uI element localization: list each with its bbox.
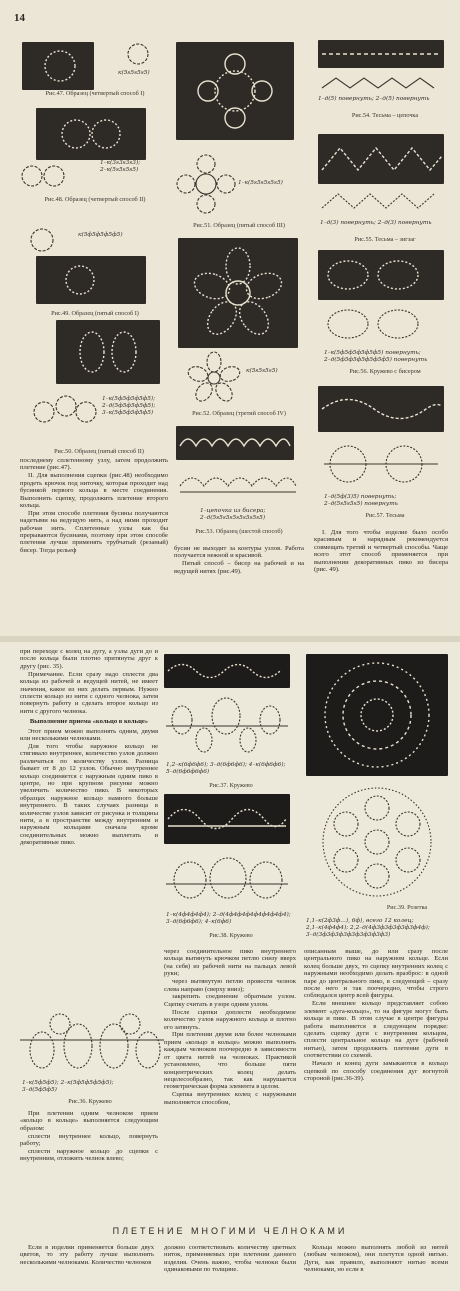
photo-fig54 <box>318 40 444 68</box>
page-11 <box>0 642 460 1291</box>
paragraph: Для того чтобы наружное кольцо не стягивало внутреннее, количество узлов должно различаться по количеству узлов. Разница бывает от 8 до 12 узлов. Обычно внутреннее кольцо соединяется с наружным одним пико в центре, но при крупном рисунке можно увеличить количество пико. В некоторых образцах наружное кольцо намного больше внутреннего. В таких случаях разница в количестве узлов зависит от рисунка и толщины нити, а в пространстве между внутренним и наружным кольцами сначала кроме соединительных можно выплетать и декоративные пико. <box>20 742 158 847</box>
lace-photo-fig54 <box>318 40 444 68</box>
text-column-left <box>20 457 168 555</box>
formula-fig38: 1–к(4ф4ф4ф4); 2–д(4ф4ф4ф4ф4ф4ф4ф4); 3–д(6ф6ф6); 4–к(6ф6) <box>166 912 291 926</box>
photo-fig39 <box>306 654 448 776</box>
caption-fig52: Рис.52. Образец (третий способ IV) <box>192 410 286 417</box>
photo-fig49 <box>36 256 146 304</box>
lace-photo-fig56 <box>318 250 444 300</box>
caption-fig36: Рис.36. Кружево <box>68 1098 112 1105</box>
lace-photo-fig57 <box>318 386 444 432</box>
formula-fig47: к(5s5s5s5) <box>118 70 150 76</box>
page-14 <box>0 0 460 636</box>
diagram-fig38 <box>164 848 290 908</box>
diagram-fig57 <box>318 434 444 488</box>
formula-fig55: 1–д(3) повернуть; 2–д(3) повернуть <box>320 220 432 226</box>
caption-fig56: Рис.56. Кружево с бисером <box>349 368 421 375</box>
formula-fig52: к(5s5s5s5) <box>246 368 278 374</box>
paragraph: Сцепка внутренних колец с наружными выполняется способом, <box>164 1091 296 1106</box>
paragraph: Если в изделии применяется больше двух цветов, то эту работу лучше выполнять несколькими челноками. Количество челноков <box>20 1244 154 1266</box>
paragraph: При плетении двумя или более челноками прием «кольцо в кольце» можно выполнять каждым челноком поочередно в зависимости от цвета нитей на челноках. Практикой установлено, что больше пяти концентрических колец делать нецелесообразно, так как нарушается геометрическая форма элемента в целом. <box>164 1031 296 1091</box>
lace-photo-fig53 <box>176 426 294 460</box>
paragraph: После сцепки доплести необходимое количество узлов наружного кольца и плотно его затянуть. <box>164 1008 296 1031</box>
paragraph: сплести внутреннее кольцо, повернуть работу; <box>20 1132 158 1148</box>
caption-fig54: Рис.54. Тесьма – цепочка <box>351 112 419 119</box>
paragraph: последнему сплетенному узлу, затем продолжить плетение (рис.47). <box>20 457 168 472</box>
paragraph: I. Для того чтобы изделие было особо красивым и нарядным рекомендуется совмещать третий и четвертый способы. Чаще всего этот способ применяется при выполнении декоративных пико из бисера (рис. 49). <box>314 529 448 574</box>
photo-fig48 <box>36 108 146 160</box>
diagram-fig56 <box>318 302 444 346</box>
lace-photo-fig47 <box>22 42 94 90</box>
paragraph: бусин не выходит за контуры узлов. Работа получается нежной и красивой. <box>174 545 304 560</box>
paragraph: сплести наружное кольцо до сцепки с внутренним, отложить челнок влево; <box>20 1148 158 1163</box>
text-bottom-3 <box>304 1244 448 1274</box>
photo-fig52 <box>178 238 298 348</box>
formula-fig36: 1–к(5ф5ф5); 2–к(5ф5ф5ф5ф5); 3–д(5ф5ф5) <box>22 1080 114 1094</box>
paragraph: Пятый способ – бисер на рабочей и на ведущей нитях (рис.49). <box>174 560 304 575</box>
diagram-fig49 <box>24 222 64 258</box>
photo-fig53 <box>176 426 294 460</box>
caption-fig47: Рис.47. Образец (четвертый способ I) <box>45 90 145 97</box>
paragraph: закрепить соединение обратным узлом. Сцепку считать в узоре одним узлом. <box>164 993 296 1008</box>
caption-fig57: Рис.57. Тесьма <box>365 512 405 519</box>
section-heading-many-shuttles: ПЛЕТЕНИЕ МНОГИМИ ЧЕЛНОКАМИ <box>112 1226 348 1236</box>
paragraph: При этом способе плетения бусины получаются надетыми на ведущую нить, а над ними проходит рабочая нить. Сплетенные узлы как бы прерываются бусинами, поэтому при этом способе плетения лучше применять трубчатый (резаный) бисер. Тогда рельеф <box>20 509 168 554</box>
caption-fig49: Рис.49. Образец (пятый способ I) <box>51 310 139 317</box>
text-bottom-1 <box>20 1244 154 1267</box>
lace-photo-fig55 <box>318 134 444 184</box>
diagram-fig39 <box>306 782 448 902</box>
photo-fig47 <box>22 42 94 90</box>
formula-fig54: 1–д(5) повернуть; 2–д(5) повернуть <box>318 96 430 102</box>
caption-fig48: Рис.48. Образец (четвертый способ II) <box>44 196 146 203</box>
caption-fig37: Рис.37. Кружево <box>209 782 253 789</box>
formula-fig48: 1–к(3s3s3s3); 2–к(5s5s5s5) <box>100 160 141 174</box>
paragraph: при переходе с колец на дугу, а узлы дуги до и после кольца были плотно притянуты друг к другу (рис. 35). <box>20 648 158 670</box>
paragraph: Кольца можно выполнять любой из нитей (любым челноком), они плетутся одной нитью. Дуги, как правило, выполняют нитью всеми челноками, но если в <box>304 1244 448 1274</box>
formula-fig50: 1–к(5ф5ф5ф5ф5); 2–д(5ф5ф5ф5ф5); 3–к(5ф5ф5ф5ф5) <box>102 396 156 417</box>
photo-fig56 <box>318 250 444 300</box>
paragraph: Если внешнее кольцо представляет собою элемент «дуга-кольцо», то на фигуре могут быть кольца и пико. В этом случае в центре фигуры работа выполняется в следующем порядке: сделать сцепку дуги с внутренним кольцом, сплести центральное кольцо на дуге (рабочей нитью), затем продолжить плетение дуги в соответствии со схемой. <box>304 1000 448 1060</box>
lace-photo-fig48 <box>36 108 146 160</box>
lace-photo-fig38 <box>164 794 290 844</box>
diagram-fig55 <box>318 188 444 214</box>
caption-fig51: Рис.51. Образец (пятый способ III) <box>193 222 285 229</box>
text-column-right <box>314 529 448 574</box>
photo-fig37 <box>164 654 290 688</box>
diagram-fig37 <box>164 696 290 756</box>
diagram-fig54 <box>318 72 444 94</box>
diagram-fig51 <box>176 152 236 216</box>
lace-photo-fig37 <box>164 654 290 688</box>
text-column-1-top <box>20 648 158 847</box>
lace-photo-fig39 <box>306 654 448 776</box>
diagram-fig50 <box>30 392 100 432</box>
caption-fig39: Рис.39. Розетка <box>386 904 428 911</box>
paragraph: должно соответствовать количеству цветных ниток, применяемых при плетении данного изделия. Очень важно, чтобы челноки были одинаковыми по толщине. <box>164 1244 296 1274</box>
paragraph: II. Для выполнения сцепки (рис.48) необходимо продеть крючок под ниточку, которая проходит над бусинкой первого кольца в месте соединения. Выполнить сцепку, продолжить плетение второго кольца. <box>20 472 168 509</box>
formula-fig56: 1–к(5ф5ф5ф5ф5ф5) повернуть; 2–д(5ф5ф5ф5ф5ф5ф5) повернуть <box>324 350 428 364</box>
diagram-fig47 <box>124 40 154 70</box>
caption-fig38: Рис.38. Кружево <box>209 932 253 939</box>
photo-fig57 <box>318 386 444 432</box>
lace-photo-fig50 <box>56 320 160 384</box>
formula-fig49: к(5ф5ф5ф5ф5) <box>78 232 123 238</box>
photo-fig38 <box>164 794 290 844</box>
text-column-1-bottom <box>20 1110 158 1163</box>
photo-fig55 <box>318 134 444 184</box>
paragraph: При плетении одним челноком прием «кольцо в кольце» выполняется следующим образом: <box>20 1110 158 1132</box>
paragraph: через соединительное пико внутреннего кольца вытянуть крючком петлю снизу вверх (на себя) из рабочей нити на пальцах левой руки; <box>164 948 296 978</box>
text-column-2 <box>164 948 296 1107</box>
diagram-fig36 <box>18 1006 166 1074</box>
paragraph: через вытянутую петлю провести челнок слева направо (сверху вниз); <box>164 978 296 993</box>
formula-fig51: 1–к(5s5s5s5s5) <box>238 180 283 186</box>
caption-fig50: Рис.50. Образец (пятый способ II) <box>54 448 144 455</box>
photo-fig51 <box>176 42 294 140</box>
photo-fig50 <box>56 320 160 384</box>
text-column-3 <box>304 948 448 1083</box>
caption-fig55: Рис.55. Тесьма – зигзаг <box>354 236 416 243</box>
paragraph: описанным выше, до или сразу после центрального пико на наружном кольце. Если колец больше двух, то сцепку внутренних колец с наружными необходимо делать вразброс: в одной паре до центрального пико, в следующей – сразу после него и так поочередно, чтобы строго соблюдался центр всей фигуры. <box>304 948 448 1000</box>
paragraph: Начало и конец дуги замыкаются в кольцо сцепкой по способу соединения дуг вогнутой стороной (рис.36-39). <box>304 1060 448 1082</box>
paragraph: Примечание. Если сразу надо сплести два кольца из рабочей и ведущей нитей, не имеет значения, какое из них делать первым. Нужно сплести кольцо из нити с одного челнока, затем повернуть работу и сделать второе кольцо из нити с другого челнока. <box>20 670 158 715</box>
lace-photo-fig52 <box>178 238 298 348</box>
formula-fig37: 1,2–к(6ф6ф6); 3–д(6ф6ф6); 4–к(6ф6ф6); 5–д(6ф6ф6ф6) <box>166 762 286 776</box>
diagram-fig52 <box>184 350 244 406</box>
formula-fig57: 1–д(5ф(3)5) повернуть; 2–д(5s5s5s5) повернуть <box>324 494 398 508</box>
diagram-fig48 <box>18 162 78 192</box>
text-bottom-2 <box>164 1244 296 1274</box>
paragraph: Этот прием можно выполнять одним, двумя или несколькими челноками. <box>20 727 158 742</box>
formula-fig39: 1,1–к(2ф3ф...), 6ф), всего 12 колец; 2,1–к(4ф4ф4); 2,2–д(4ф3ф3ф3ф3ф3ф4ф); 3–д(3ф3ф3ф3ф3ф3ф3ф3ф3) <box>306 918 430 939</box>
caption-fig53: Рис.53. Образец (шестой способ) <box>195 528 283 535</box>
page-number: 14 <box>14 12 25 24</box>
diagram-fig53 <box>176 466 300 506</box>
text-column-middle <box>174 545 304 576</box>
lace-photo-fig51 <box>176 42 294 140</box>
section-heading: Выполнение приема «кольцо в кольце» <box>29 718 149 726</box>
lace-photo-fig49 <box>36 256 146 304</box>
formula-fig53: 1–цепочка из бисера; 2–д(5s5s5s5s5s5s5s5) <box>200 508 266 522</box>
